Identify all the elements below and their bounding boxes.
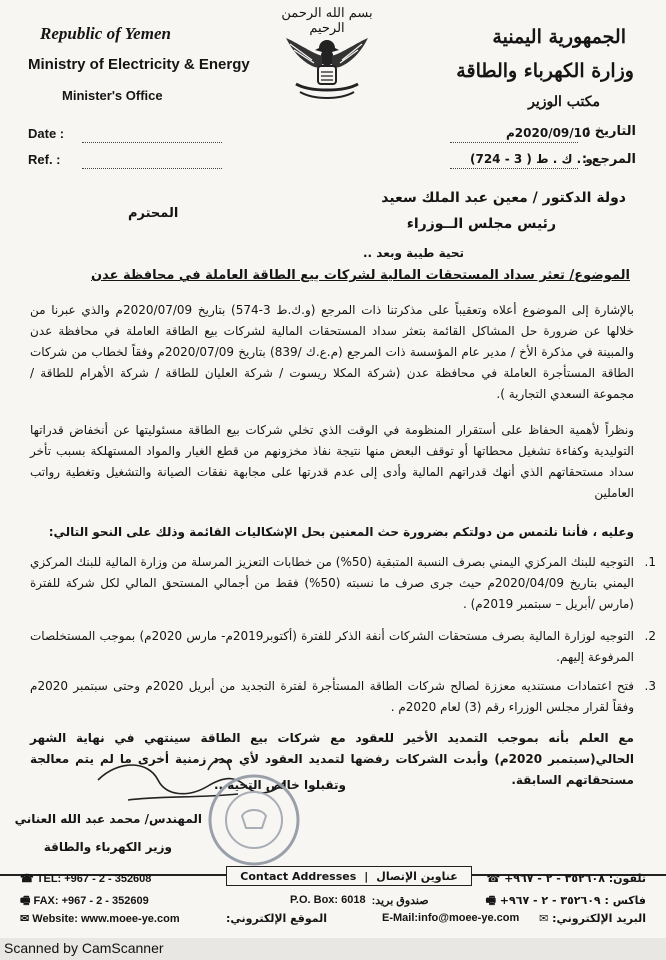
globe-icon: ✉ [20,913,33,925]
footer-website-ar-label: الموقع الإلكتروني: [226,912,328,925]
signatory-name: المهندس/ محمد عبد الله العناني [14,812,202,826]
ref-line-en [82,168,222,169]
date-line-ar [450,142,578,143]
addressee-name: دولة الدكتور / معين عبد الملك سعيد [381,190,626,206]
list-item-text: التوجيه للبنك المركزي اليمني بصرف النسبة المتبقية (50%) من خطابات التعزيز المرسلة من وزارة المالية للبنك المركزي اليمني بتاريخ 2020/04/09م حيث جرى صرف ما نسبته (50%) فقط من أجمالي المستحق المالي لكل شركة للفترة (مارس /أبريل – سبتمبر 2019م) . [30,555,634,611]
ref-value: و . ك . ط ( 3 - 724) [470,152,593,166]
date-value: 2020/09/10م [506,126,591,140]
list-item [30,676,656,720]
subject-line: الموضوع/ تعثر سداد المستحقات المالية لشركات بيع الطاقة العاملة في محافظة عدن [91,268,630,283]
footer-pobox: P.O. Box: 6018 صندوق بريد: [290,894,429,907]
header-en-country: Republic of Yemen [40,24,171,43]
fax-icon: 🖷 [485,894,500,907]
footer-fax-ar: فاكس : ٣٥٢٦٠٩ - ٢ - ٩٦٧+ 🖷 [485,894,646,907]
ref-label: Ref. : [28,152,61,167]
ref-line-ar [450,168,578,169]
addressee-honorific: المحترم [128,206,179,221]
footer-contact-box: Contact Addresses | عناوين الإتصال [226,866,472,886]
list-item-number: 2. [644,629,656,643]
addressee-title: رئيس مجلس الــوزراء [406,216,556,232]
footer-email[interactable]: E-Mail:info@moee-ye.com [382,912,520,924]
paragraph-1: بالإشارة إلى الموضوع أعلاه وتعقيباً على مذكرتنا ذات المرجع (و.ك.ط 3-574) بتاريخ 2020/07/09م والذي عبرنا من خلالها عن ضرورة حل المشاكل القائمة بتعثر سداد المستحقات المالية لشركات بيع الطاقة العاملة في محافظة عدن والمبينة في مذكرة الأخ / مدير عام المؤسسة ذات المرجع (م.ع.ك /839) بتاريخ 2020/07/09م وفقاً لخطاب من شركات الطاقة المستأجرة العاملة في محافظة عدن (شركة المكلا ريسوت / شركة العليان للطاقة / شركة الأهرام للطاقة / مجموعة السعدي التجارية ). [30,303,635,401]
footer-website-en: ✉ Website: www.moee-ye.com [20,913,180,925]
greeting: تحية طيبة وبعد .. [362,246,464,260]
basmala-text: بسم الله الرحمن الرحيم [281,6,373,36]
header-ar-ministry: وزارة الكهرباء والطاقة [456,60,634,82]
footer-tel-ar: تلفون: ٣٥٢٦٠٨ - ٢ - ٩٦٧+ ☎ [486,872,646,885]
paragraph-2: ونظراً لأهمية الحفاظ على أستقرار المنظومة في الوقت الذي تخلي شركات بيع الطاقة مسئوليتها عن أنخفاض قدراتها التوليدية وكفاءة تشغيل محطاتها أو توقف البعض منها نتيجة نفاذ مخزونهم من قطع الغيار والمواد المستهلكة بسبب تأخر سداد مستحقاتهم الذي أنهك قدراتهم المالية وأدى إلى عدم قدرتها على مجابهة نفقات الصيانة والتشغيل وتغطية رواتب العاملين [30,423,634,500]
scanner-watermark: Scanned by CamScanner [4,940,164,956]
footer-contact-en: Contact Addresses [240,869,357,883]
header-en-office: Minister's Office [62,88,163,103]
fax-icon: 🖷 [20,895,34,907]
date-label: Date : [28,126,65,141]
footer-tel-en: ☎ TEL: +967 - 2 - 352608 [20,873,152,885]
signatory-title: وزير الكهرباء والطاقة [43,840,172,854]
paragraph-3: وعليه ، فأننا نلتمس من دولتكم بضرورة حث المعنين بحل الإشكاليات القائمة وذلك على النحو التالي: [48,525,634,539]
list-item-text: التوجيه لوزارة المالية بصرف مستحقات الشركات أنفة الذكر للفترة (أكتوبر2019م- مارس 2020م) بموجب المستخلصات المرفوعة إليهم. [30,629,635,664]
list-item-number: 3. [644,679,656,693]
mail-icon: ✉ [539,912,553,925]
date-label-ar: التاريخ : [585,124,636,139]
header-ar-office: مكتب الوزير [528,94,600,110]
date-line-en [82,142,222,143]
list-item-number: 1. [644,555,656,569]
closing-greeting: وتقبلوا خالص التحية .. [213,778,346,792]
yemen-eagle-emblem-icon [282,26,372,104]
list-item-text: فتح اعتمادات مستنديه معززة لصالح شركات الطاقة المستأجرة لفترة التجديد من أبريل 2020م وحتى سبتمبر 2020م وفقاً لقرار مجلس الوزراء رقم (3) لعام 2020م . [30,679,635,714]
header-ar-country: الجمهورية اليمنية [492,26,626,48]
phone-icon: ☎ [20,873,37,885]
header-en-ministry: Ministry of Electricity & Energy [28,56,250,73]
footer-fax-en: 🖷 FAX: +967 - 2 - 352609 [20,895,149,907]
phone-icon: ☎ [486,872,505,885]
ref-label-ar: المرجع : [581,152,636,167]
list-item [30,626,656,670]
closing-note: مع العلم بأنه بموجب التمديد الأخير للعقود مع شركات بيع الطاقة سينتهي في نهاية الشهر الحالي(سبتمبر 2020م) وأبدت الشركات رفضها لتمديد العقود لأي مدد زمنية أخرى ما لم يتم معالجة مستحقاتهم السابقة. [30,731,634,787]
footer-email-ar-label: البريد الإلكتروني: ✉ [539,912,646,925]
list-item [30,552,656,618]
footer-contact-ar: عناوين الإتصال [376,869,458,883]
official-stamp-icon [206,772,302,868]
